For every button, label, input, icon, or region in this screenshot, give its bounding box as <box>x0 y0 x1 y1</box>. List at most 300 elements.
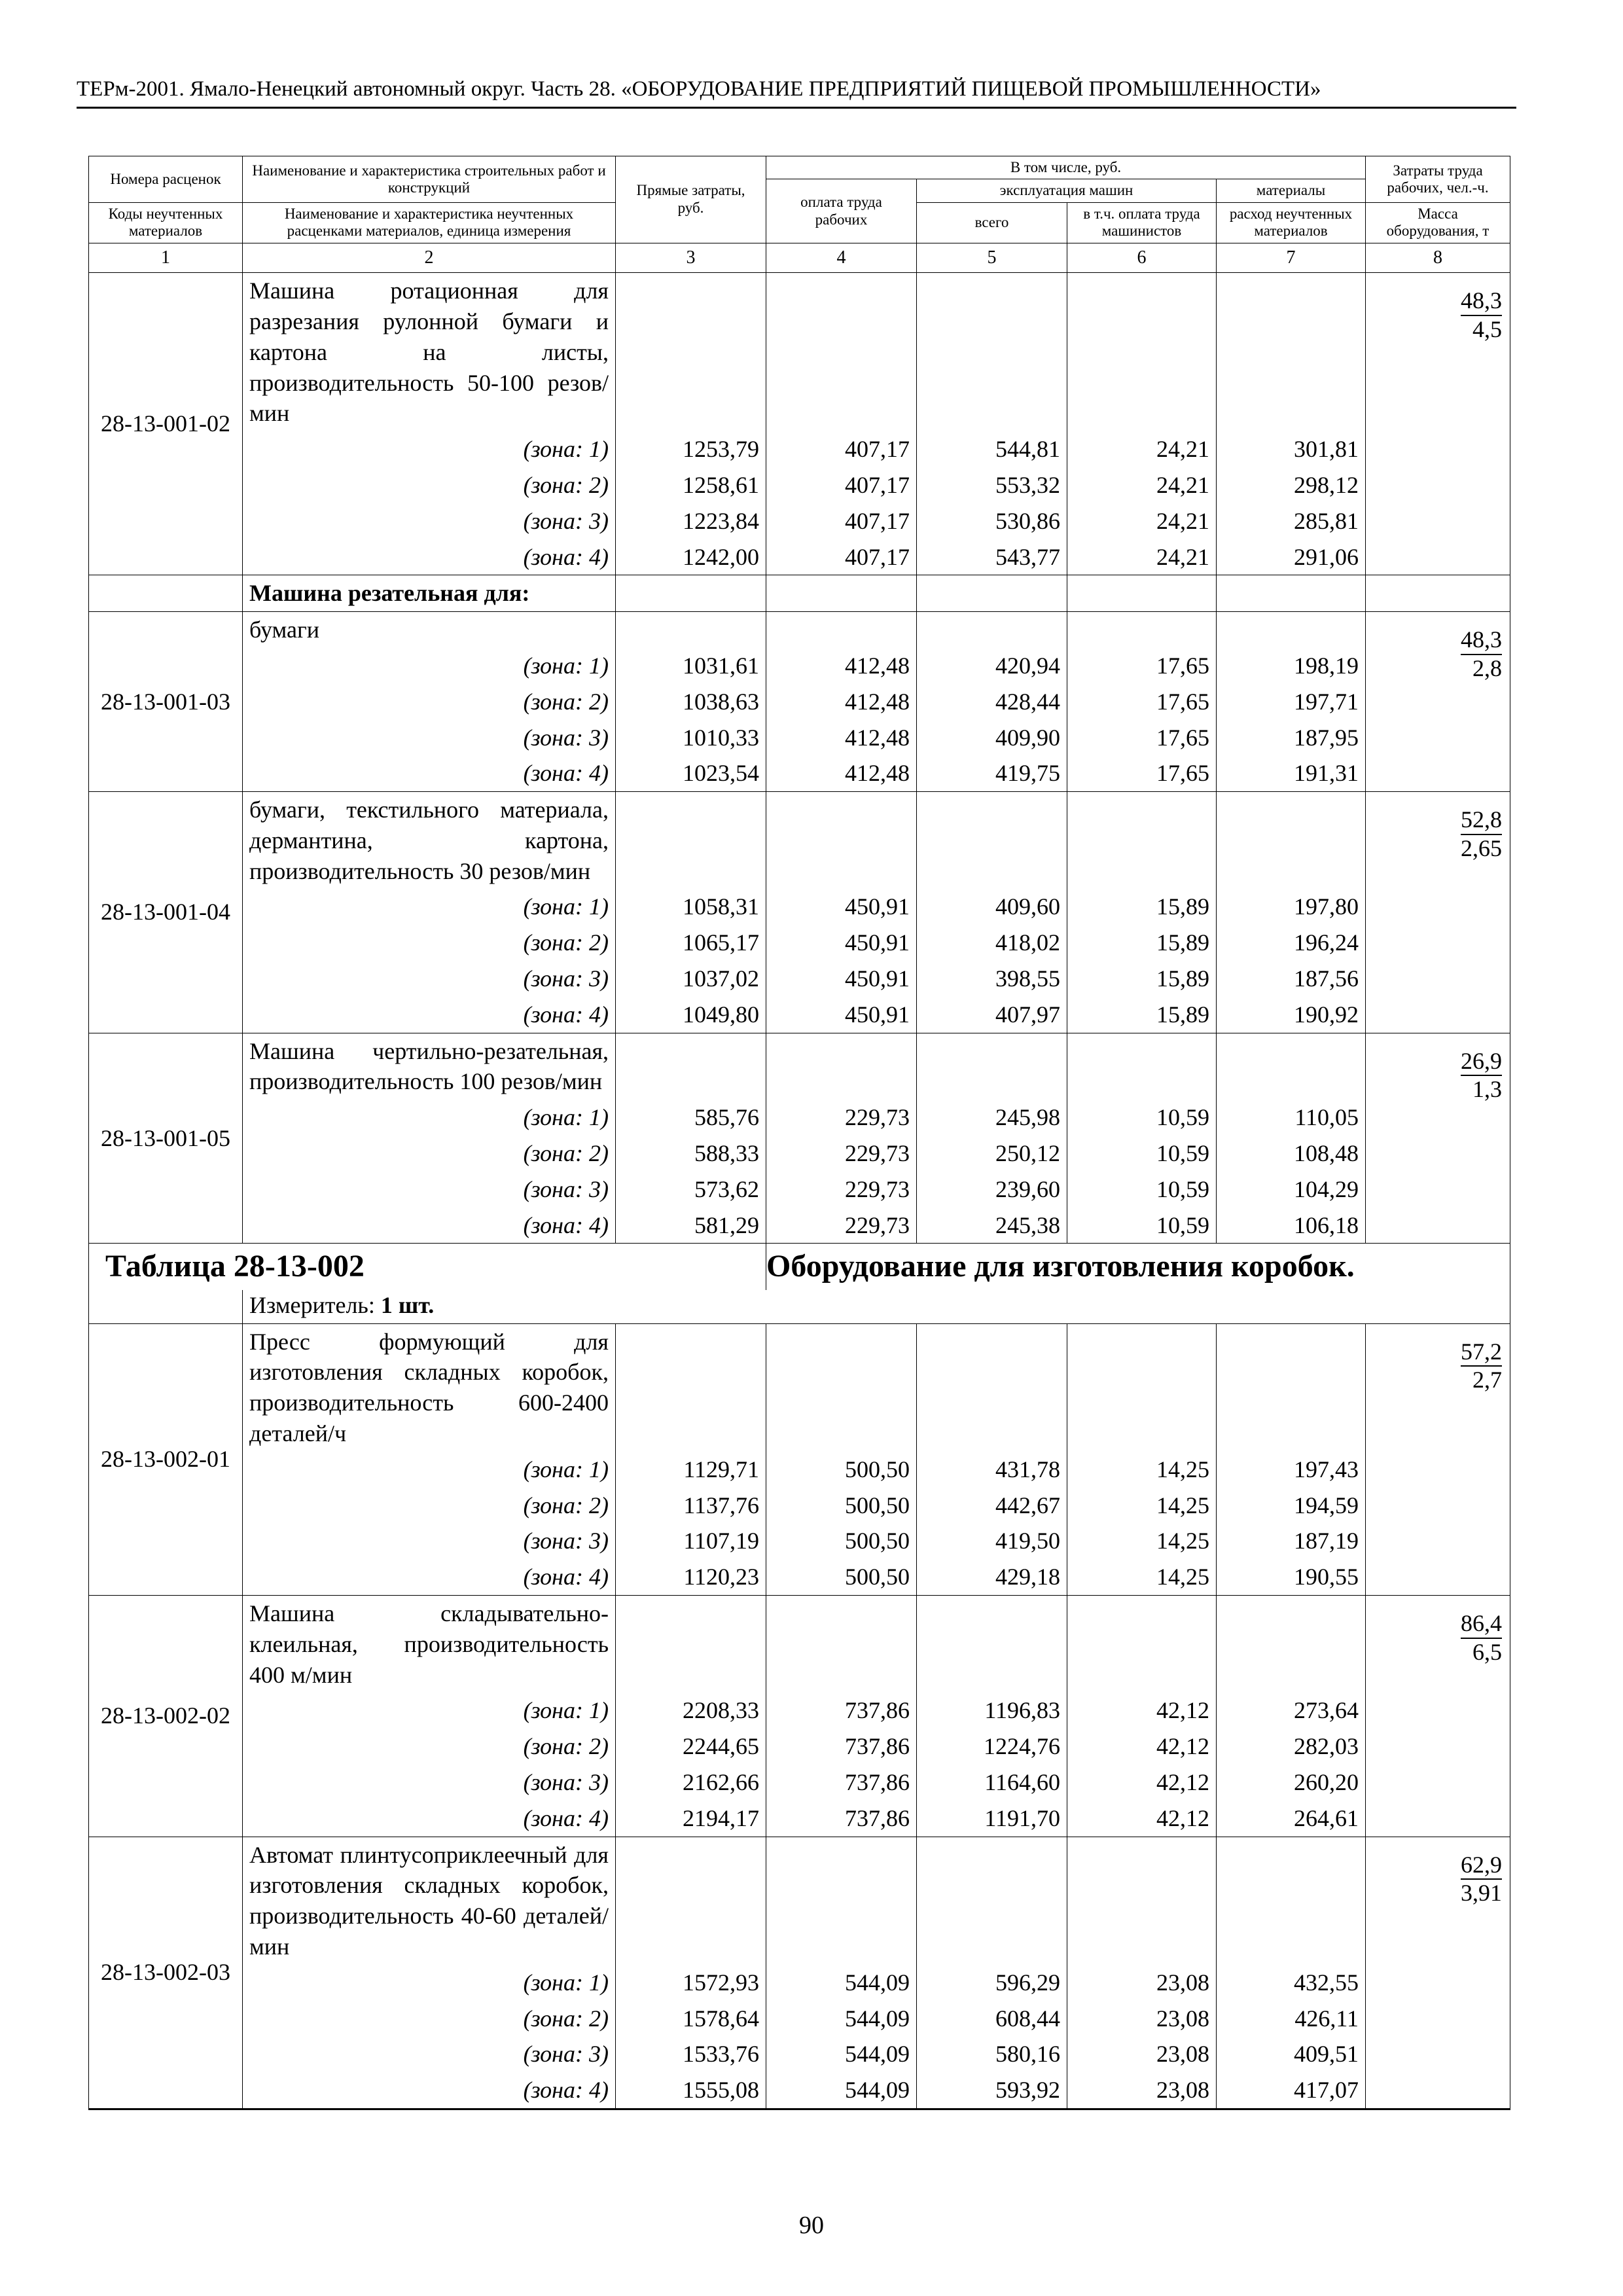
section-28-13-002 <box>89 1323 1510 2109</box>
labor-mass-fraction <box>1366 612 1510 792</box>
col-number: 2 <box>243 243 616 272</box>
machinist-wage: 17,65 <box>1067 648 1217 684</box>
col7-header: расход неучтенных материалов <box>1217 202 1366 243</box>
empty-cell <box>616 575 766 612</box>
work-name: Пресс формующий для изготовления складных коробок, производительность 600-2400 деталей/ч <box>243 1323 616 1452</box>
machine-cost: 1224,76 <box>917 1729 1067 1765</box>
empty-cell <box>616 1033 766 1100</box>
machinist-wage: 24,21 <box>1067 467 1217 503</box>
table-head <box>89 156 1510 273</box>
worker-wage: 737,86 <box>766 1765 917 1801</box>
zone-label: (зона: 1) <box>243 1452 616 1488</box>
zone-label: (зона: 1) <box>243 1693 616 1729</box>
work-name: Автомат плинтусоприклеечный для изготовления складных коробок, производительность 40-60 деталей/мин <box>243 1837 616 1965</box>
table-row <box>89 612 1510 648</box>
empty-cell <box>1217 792 1366 889</box>
empty-cell <box>1067 612 1217 648</box>
materials-cost: 190,92 <box>1217 997 1366 1033</box>
table-row <box>89 792 1510 889</box>
table-row <box>89 273 1510 431</box>
zone-row <box>89 1729 1510 1765</box>
col8-top-header: Затраты труда рабочих, чел.-ч. <box>1366 156 1510 203</box>
machine-cost: 245,38 <box>917 1208 1067 1244</box>
zone-label: (зона: 4) <box>243 1559 616 1595</box>
labor-value: 57,2 <box>1461 1340 1502 1367</box>
machinist-wage: 10,59 <box>1067 1172 1217 1208</box>
worker-wage: 229,73 <box>766 1100 917 1136</box>
machinist-wage: 24,21 <box>1067 431 1217 467</box>
rate-code: 28-13-002-02 <box>89 1596 243 1837</box>
group-title-row <box>89 575 1510 612</box>
machine-cost: 409,60 <box>917 889 1067 925</box>
zone-row <box>89 997 1510 1033</box>
zone-row <box>89 1488 1510 1524</box>
empty-cell <box>1217 1033 1366 1100</box>
col2-bottom-header: Наименование и характеристика неучтенных расценками материалов, единица измерения <box>243 202 616 243</box>
zone-label: (зона: 1) <box>243 1100 616 1136</box>
machine-cost: 608,44 <box>917 2001 1067 2037</box>
materials-cost: 187,95 <box>1217 720 1366 756</box>
zone-label: (зона: 1) <box>243 889 616 925</box>
mass-value: 2,65 <box>1461 834 1503 861</box>
machine-cost: 407,97 <box>917 997 1067 1033</box>
materials-cost: 298,12 <box>1217 467 1366 503</box>
work-name: бумаги, текстильного материала, дермантина, картона, производительность 30 резов/мин <box>243 792 616 889</box>
worker-wage: 407,17 <box>766 539 917 575</box>
zone-row <box>89 961 1510 997</box>
empty-cell <box>766 1596 917 1693</box>
materials-cost: 198,19 <box>1217 648 1366 684</box>
materials-cost: 291,06 <box>1217 539 1366 575</box>
worker-wage: 412,48 <box>766 720 917 756</box>
direct-cost: 2208,33 <box>616 1693 766 1729</box>
machine-cost: 1196,83 <box>917 1693 1067 1729</box>
empty-cell <box>616 1837 766 1965</box>
worker-wage: 544,09 <box>766 2036 917 2072</box>
zone-row <box>89 648 1510 684</box>
zone-label: (зона: 4) <box>243 2072 616 2109</box>
zone-label: (зона: 1) <box>243 1965 616 2001</box>
direct-cost: 585,76 <box>616 1100 766 1136</box>
materials-cost: 106,18 <box>1217 1208 1366 1244</box>
work-name: Машина чертильно-резательная, производительность 100 резов/мин <box>243 1033 616 1100</box>
work-name: бумаги <box>243 612 616 648</box>
machinist-wage: 14,25 <box>1067 1488 1217 1524</box>
empty-cell <box>766 273 917 431</box>
zone-label: (зона: 2) <box>243 684 616 720</box>
rate-code: 28-13-002-01 <box>89 1323 243 1595</box>
machinist-wage: 15,89 <box>1067 961 1217 997</box>
machine-cost: 596,29 <box>917 1965 1067 2001</box>
direct-cost: 1258,61 <box>616 467 766 503</box>
labor-mass-fraction <box>1366 1323 1510 1595</box>
zone-label: (зона: 3) <box>243 1172 616 1208</box>
materials-cost: 197,80 <box>1217 889 1366 925</box>
labor-mass-fraction <box>1366 1596 1510 1837</box>
rate-code: 28-13-001-04 <box>89 792 243 1033</box>
table2-label: Таблица 28-13-002 <box>105 1249 365 1284</box>
labor-value: 86,4 <box>1461 1611 1502 1639</box>
empty-cell <box>917 1033 1067 1100</box>
direct-cost: 2162,66 <box>616 1765 766 1801</box>
direct-cost: 2194,17 <box>616 1801 766 1837</box>
empty-cell <box>616 273 766 431</box>
empty-cell <box>1217 575 1366 612</box>
col1-bottom-header: Коды неучтенных материалов <box>89 202 243 243</box>
machinist-wage: 14,25 <box>1067 1452 1217 1488</box>
empty-cell <box>1067 1323 1217 1452</box>
col6-header: в т.ч. оплата труда машинистов <box>1067 202 1217 243</box>
empty-cell <box>917 792 1067 889</box>
col2-top-header: Наименование и характеристика строительных работ и конструкций <box>243 156 616 203</box>
empty-cell <box>917 612 1067 648</box>
empty-cell <box>89 575 243 612</box>
col5-header: всего <box>917 202 1067 243</box>
machinist-wage: 15,89 <box>1067 925 1217 961</box>
machine-cost: 580,16 <box>917 2036 1067 2072</box>
empty-cell <box>1217 612 1366 648</box>
materials-cost: 432,55 <box>1217 1965 1366 2001</box>
machine-cost: 409,90 <box>917 720 1067 756</box>
table2-heading <box>89 1244 1510 1323</box>
zone-row <box>89 1765 1510 1801</box>
zone-row <box>89 2001 1510 2037</box>
col-number: 7 <box>1217 243 1366 272</box>
machine-cost: 553,32 <box>917 467 1067 503</box>
direct-cost: 1253,79 <box>616 431 766 467</box>
zone-row <box>89 503 1510 539</box>
machinist-wage: 23,08 <box>1067 2072 1217 2109</box>
direct-cost: 1010,33 <box>616 720 766 756</box>
zone-label: (зона: 4) <box>243 539 616 575</box>
materials-cost: 409,51 <box>1217 2036 1366 2072</box>
materials-cost: 197,71 <box>1217 684 1366 720</box>
zone-row <box>89 684 1510 720</box>
labor-value: 52,8 <box>1461 808 1502 835</box>
zone-row <box>89 1965 1510 2001</box>
zone-row <box>89 1208 1510 1244</box>
materials-cost: 187,56 <box>1217 961 1366 997</box>
price-table <box>88 156 1510 2110</box>
machine-cost: 543,77 <box>917 539 1067 575</box>
direct-cost: 1037,02 <box>616 961 766 997</box>
col-number: 1 <box>89 243 243 272</box>
mass-value: 4,5 <box>1472 315 1503 342</box>
materials-cost: 264,61 <box>1217 1801 1366 1837</box>
direct-cost: 1572,93 <box>616 1965 766 2001</box>
machinist-wage: 42,12 <box>1067 1801 1217 1837</box>
machine-cost: 429,18 <box>917 1559 1067 1595</box>
zone-label: (зона: 4) <box>243 997 616 1033</box>
machine-cost: 593,92 <box>917 2072 1067 2109</box>
machinist-wage: 24,21 <box>1067 503 1217 539</box>
empty-cell <box>1067 273 1217 431</box>
zone-row <box>89 539 1510 575</box>
col1-top-header: Номера расценок <box>89 156 243 203</box>
machinist-wage: 23,08 <box>1067 2036 1217 2072</box>
labor-mass-fraction <box>1366 792 1510 1033</box>
machine-cost: 442,67 <box>917 1488 1067 1524</box>
empty-cell <box>616 792 766 889</box>
machine-cost: 420,94 <box>917 648 1067 684</box>
machine-cost: 419,75 <box>917 755 1067 791</box>
unit-label: Измеритель: <box>249 1291 375 1318</box>
machinist-wage: 17,65 <box>1067 720 1217 756</box>
zone-label: (зона: 1) <box>243 648 616 684</box>
machine-cost: 245,98 <box>917 1100 1067 1136</box>
worker-wage: 737,86 <box>766 1693 917 1729</box>
zone-label: (зона: 2) <box>243 1488 616 1524</box>
empty-cell <box>917 1837 1067 1965</box>
zone-row <box>89 2036 1510 2072</box>
empty-cell <box>1067 575 1217 612</box>
materials-cost: 301,81 <box>1217 431 1366 467</box>
labor-mass-fraction <box>1366 273 1510 575</box>
zone-row <box>89 755 1510 791</box>
machinist-wage: 23,08 <box>1067 1965 1217 2001</box>
direct-cost: 581,29 <box>616 1208 766 1244</box>
zone-row <box>89 2072 1510 2109</box>
worker-wage: 229,73 <box>766 1208 917 1244</box>
empty-cell <box>917 273 1067 431</box>
group-title: Машина резательная для: <box>243 575 616 612</box>
machinist-wage: 17,65 <box>1067 684 1217 720</box>
empty-cell <box>616 1596 766 1693</box>
mass-value: 2,7 <box>1472 1367 1503 1393</box>
incl-header: В том числе, руб. <box>766 156 1366 179</box>
mass-value: 6,5 <box>1472 1638 1503 1665</box>
zone-label: (зона: 3) <box>243 503 616 539</box>
machinist-wage: 10,59 <box>1067 1136 1217 1172</box>
machine-cost: 239,60 <box>917 1172 1067 1208</box>
direct-cost: 1038,63 <box>616 684 766 720</box>
worker-wage: 229,73 <box>766 1136 917 1172</box>
materials-cost: 187,19 <box>1217 1523 1366 1559</box>
table-row <box>89 1033 1510 1100</box>
empty-cell <box>1067 1033 1217 1100</box>
col-number: 3 <box>616 243 766 272</box>
machine-cost: 1164,60 <box>917 1765 1067 1801</box>
machinist-wage: 14,25 <box>1067 1559 1217 1595</box>
empty-cell <box>1067 792 1217 889</box>
materials-cost: 191,31 <box>1217 755 1366 791</box>
materials-cost: 194,59 <box>1217 1488 1366 1524</box>
labor-value: 26,9 <box>1461 1049 1502 1077</box>
direct-cost: 1129,71 <box>616 1452 766 1488</box>
materials-cost: 273,64 <box>1217 1693 1366 1729</box>
empty-cell <box>1217 1837 1366 1965</box>
machinist-wage: 15,89 <box>1067 997 1217 1033</box>
machinist-wage: 10,59 <box>1067 1100 1217 1136</box>
col8-bottom-header: Масса оборудования, т <box>1366 202 1510 243</box>
materials-cost: 260,20 <box>1217 1765 1366 1801</box>
empty-cell <box>917 1596 1067 1693</box>
machine-cost: 250,12 <box>917 1136 1067 1172</box>
rate-code: 28-13-001-03 <box>89 612 243 792</box>
zone-row <box>89 1801 1510 1837</box>
worker-wage: 500,50 <box>766 1488 917 1524</box>
col4-header: оплата труда рабочих <box>766 179 917 243</box>
zone-label: (зона: 2) <box>243 1136 616 1172</box>
zone-label: (зона: 4) <box>243 1208 616 1244</box>
direct-cost: 1107,19 <box>616 1523 766 1559</box>
zone-row <box>89 467 1510 503</box>
header-rule <box>77 107 1516 109</box>
worker-wage: 407,17 <box>766 503 917 539</box>
col-number: 8 <box>1366 243 1510 272</box>
empty-cell <box>616 612 766 648</box>
worker-wage: 450,91 <box>766 961 917 997</box>
machinist-wage: 14,25 <box>1067 1523 1217 1559</box>
empty-cell <box>1067 1596 1217 1693</box>
empty-cell <box>766 575 917 612</box>
empty-cell <box>616 1323 766 1452</box>
col3-header: Прямые затраты, руб. <box>616 156 766 243</box>
zone-label: (зона: 3) <box>243 2036 616 2072</box>
unit-value: 1 шт. <box>380 1291 435 1318</box>
direct-cost: 1223,84 <box>616 503 766 539</box>
direct-cost: 1533,76 <box>616 2036 766 2072</box>
zone-row <box>89 431 1510 467</box>
mass-value: 2,8 <box>1472 655 1503 681</box>
machinist-wage: 17,65 <box>1067 755 1217 791</box>
zone-row <box>89 1693 1510 1729</box>
machine-cost: 1191,70 <box>917 1801 1067 1837</box>
machinist-wage: 10,59 <box>1067 1208 1217 1244</box>
worker-wage: 544,09 <box>766 2072 917 2109</box>
direct-cost: 1555,08 <box>616 2072 766 2109</box>
zone-label: (зона: 3) <box>243 720 616 756</box>
worker-wage: 450,91 <box>766 889 917 925</box>
machine-cost: 530,86 <box>917 503 1067 539</box>
direct-cost: 1058,31 <box>616 889 766 925</box>
direct-cost: 2244,65 <box>616 1729 766 1765</box>
rate-code: 28-13-001-05 <box>89 1033 243 1244</box>
labor-value: 48,3 <box>1461 289 1502 316</box>
labor-value: 62,9 <box>1461 1853 1502 1880</box>
mass-value: 3,91 <box>1461 1880 1503 1907</box>
worker-wage: 412,48 <box>766 684 917 720</box>
page-header: ТЕРм-2001. Ямало-Ненецкий автономный округ. Часть 28. «ОБОРУДОВАНИЕ ПРЕДПРИЯТИЙ ПИЩЕВОЙ ПРОМЫШЛЕННОСТИ» <box>77 77 1321 101</box>
machines-header: эксплуатация машин <box>917 179 1217 202</box>
direct-cost: 1065,17 <box>616 925 766 961</box>
worker-wage: 544,09 <box>766 1965 917 2001</box>
empty-cell <box>766 1837 917 1965</box>
zone-row <box>89 720 1510 756</box>
empty-cell <box>1067 1837 1217 1965</box>
materials-cost: 197,43 <box>1217 1452 1366 1488</box>
machine-cost: 544,81 <box>917 431 1067 467</box>
zone-row <box>89 1100 1510 1136</box>
materials-cost: 104,29 <box>1217 1172 1366 1208</box>
empty-cell <box>1217 273 1366 431</box>
direct-cost: 588,33 <box>616 1136 766 1172</box>
zone-label: (зона: 1) <box>243 431 616 467</box>
worker-wage: 407,17 <box>766 467 917 503</box>
zone-label: (зона: 3) <box>243 1765 616 1801</box>
table-row <box>89 1596 1510 1693</box>
materials-cost: 282,03 <box>1217 1729 1366 1765</box>
table-row <box>89 1837 1510 1965</box>
work-name: Машина ротационная для разрезания рулонной бумаги и картона на листы, производительность 50-100 резов/мин <box>243 273 616 431</box>
materials-cost: 196,24 <box>1217 925 1366 961</box>
zone-label: (зона: 2) <box>243 2001 616 2037</box>
direct-cost: 1242,00 <box>616 539 766 575</box>
direct-cost: 1578,64 <box>616 2001 766 2037</box>
mass-value: 1,3 <box>1472 1076 1503 1103</box>
zone-row <box>89 1523 1510 1559</box>
worker-wage: 450,91 <box>766 925 917 961</box>
zone-row <box>89 1559 1510 1595</box>
worker-wage: 229,73 <box>766 1172 917 1208</box>
empty-cell <box>917 575 1067 612</box>
worker-wage: 412,48 <box>766 755 917 791</box>
machine-cost: 431,78 <box>917 1452 1067 1488</box>
direct-cost: 1023,54 <box>616 755 766 791</box>
machine-cost: 428,44 <box>917 684 1067 720</box>
machinist-wage: 15,89 <box>1067 889 1217 925</box>
empty-cell <box>1217 1323 1366 1452</box>
zone-label: (зона: 4) <box>243 755 616 791</box>
machinist-wage: 42,12 <box>1067 1693 1217 1729</box>
materials-cost: 426,11 <box>1217 2001 1366 2037</box>
machinist-wage: 23,08 <box>1067 2001 1217 2037</box>
col-number: 6 <box>1067 243 1217 272</box>
worker-wage: 500,50 <box>766 1559 917 1595</box>
materials-cost: 417,07 <box>1217 2072 1366 2109</box>
zone-row <box>89 1136 1510 1172</box>
zone-label: (зона: 4) <box>243 1801 616 1837</box>
machinist-wage: 42,12 <box>1067 1765 1217 1801</box>
zone-label: (зона: 2) <box>243 467 616 503</box>
empty-cell <box>766 792 917 889</box>
machinist-wage: 42,12 <box>1067 1729 1217 1765</box>
materials-cost: 108,48 <box>1217 1136 1366 1172</box>
materials-header: материалы <box>1217 179 1366 202</box>
worker-wage: 500,50 <box>766 1523 917 1559</box>
materials-cost: 285,81 <box>1217 503 1366 539</box>
empty-cell <box>917 1323 1067 1452</box>
zone-row <box>89 1172 1510 1208</box>
empty-cell <box>766 1033 917 1100</box>
section-28-13-001 <box>89 273 1510 1244</box>
worker-wage: 412,48 <box>766 648 917 684</box>
direct-cost: 573,62 <box>616 1172 766 1208</box>
rate-code: 28-13-001-02 <box>89 273 243 575</box>
page-number: 90 <box>799 2212 824 2239</box>
zone-label: (зона: 3) <box>243 961 616 997</box>
machine-cost: 419,50 <box>917 1523 1067 1559</box>
rate-code: 28-13-002-03 <box>89 1837 243 2109</box>
work-name: Машина складывательно-клеильная, производительность 400 м/мин <box>243 1596 616 1693</box>
machine-cost: 418,02 <box>917 925 1067 961</box>
zone-row <box>89 1452 1510 1488</box>
worker-wage: 500,50 <box>766 1452 917 1488</box>
labor-mass-fraction <box>1366 1837 1510 2109</box>
table2-title: Оборудование для изготовления коробок. <box>766 1249 1355 1284</box>
col-number: 4 <box>766 243 917 272</box>
zone-label: (зона: 2) <box>243 1729 616 1765</box>
direct-cost: 1120,23 <box>616 1559 766 1595</box>
machine-cost: 398,55 <box>917 961 1067 997</box>
empty-cell <box>1217 1596 1366 1693</box>
worker-wage: 407,17 <box>766 431 917 467</box>
worker-wage: 737,86 <box>766 1729 917 1765</box>
zone-row <box>89 925 1510 961</box>
col-number: 5 <box>917 243 1067 272</box>
zone-label: (зона: 2) <box>243 925 616 961</box>
zone-row <box>89 889 1510 925</box>
